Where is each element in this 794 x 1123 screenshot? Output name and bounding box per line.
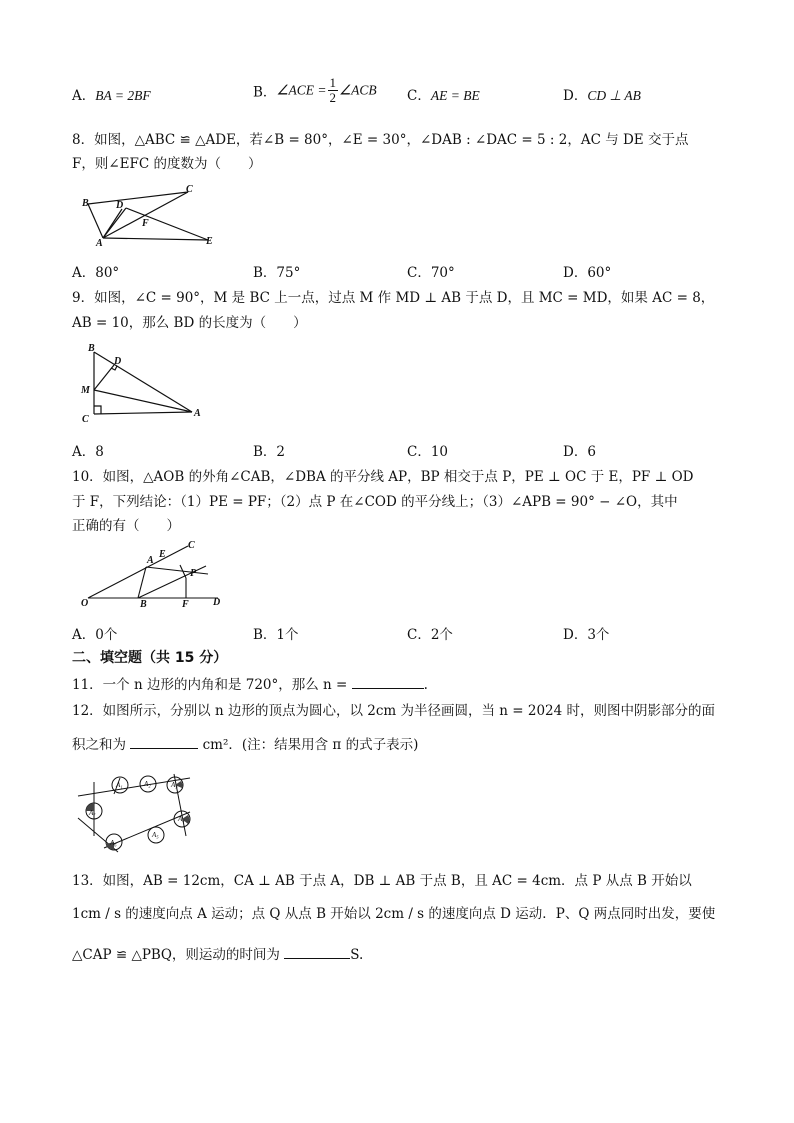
vertex-label: A₃ (171, 781, 178, 789)
point-label: F (142, 218, 149, 229)
fraction-denominator: 2 (329, 90, 337, 105)
q10-stem-line3: 正确的有（ ） (72, 518, 180, 534)
q9-option-a: A．8 (72, 444, 104, 460)
point-label: D (114, 356, 122, 367)
point-label: M (81, 385, 90, 396)
q8-stem-line1: 8．如图，△ABC ≌ △ADE，若∠B = 80°，∠E = 30°，∠DAB : ∠DAC = 5 : 2，AC 与 DE 交于点 (72, 132, 689, 148)
q8-option-c: C．70° (407, 265, 455, 281)
q10-stem-line2: 于 F，下列结论：（1）PE = PF；（2）点 P 在∠COD 的平分线上；（3）∠APB = 90° − ∠O，其中 (72, 494, 678, 510)
option-math: BA = 2BF (95, 88, 151, 103)
q7-option-b (253, 76, 377, 105)
q12-stem-line1: 12．如图所示，分别以 n 边形的顶点为圆心，以 2cm 为半径画圆，当 n = 2024 时，则图中阴影部分的面 (72, 703, 716, 719)
point-label: E (159, 549, 166, 560)
point-label: B (88, 343, 95, 354)
q13-stem-line2: 1cm / s 的速度向点 A 运动；点 Q 从点 B 开始以 2cm / s 的速度向点 D 运动．P、Q 两点同时出发，要使 (72, 906, 716, 922)
q8-stem-line2: F，则∠EFC 的度数为（ ） (72, 156, 262, 172)
q8-option-a: A．80° (72, 265, 120, 281)
q9-stem-line2: AB = 10，那么 BD 的长度为（ ） (72, 315, 307, 331)
q13-text: S. (350, 947, 364, 963)
point-label: F (182, 599, 189, 610)
option-math: CD ⊥ AB (587, 88, 641, 103)
answer-blank[interactable] (130, 736, 198, 749)
q7-option-c (407, 84, 480, 104)
point-label: A (147, 555, 154, 566)
answer-blank[interactable] (284, 946, 350, 959)
q10-stem-line1: 10．如图，△AOB 的外角∠CAB，∠DBA 的平分线 AP，BP 相交于点 P，PE ⊥ OC 于 E，PF ⊥ OD (72, 469, 694, 485)
q8-figure (78, 182, 226, 248)
q12-stem-line2 (72, 733, 418, 753)
option-letter: C． (407, 88, 431, 104)
point-label: B (82, 198, 89, 209)
point-label: C (82, 414, 89, 425)
option-math: AE = BE (430, 88, 480, 103)
point-label: C (186, 184, 193, 195)
q10-option-d: D．3个 (563, 627, 610, 643)
q7-option-a (72, 84, 151, 104)
point-label: P (190, 568, 197, 579)
point-label: C (188, 540, 195, 551)
point-label: D (116, 200, 124, 211)
point-label: B (140, 599, 147, 610)
q11-text: 11．一个 n 边形的内角和是 720°，那么 n = (72, 677, 348, 693)
option-letter: D． (563, 88, 588, 104)
q11-tail: . (423, 677, 428, 693)
point-label: A (194, 408, 201, 419)
point-label: D (213, 597, 221, 608)
fraction-numerator: 1 (329, 75, 337, 90)
q13-stem-line3 (72, 943, 363, 963)
fraction-one-half (328, 76, 339, 105)
vertex-label: A₂ (144, 780, 151, 788)
q11-stem (72, 673, 428, 693)
point-label: E (206, 236, 213, 247)
vertex-label: A₁ (116, 781, 123, 789)
q12-figure (74, 766, 198, 856)
answer-blank[interactable] (352, 676, 424, 689)
point-label: A (96, 238, 103, 248)
vertex-label: A₄ (178, 815, 185, 823)
option-letter: A． (72, 88, 96, 104)
q10-option-c: C．2个 (407, 627, 453, 643)
q8-option-d: D．60° (563, 265, 612, 281)
q9-stem-line1: 9．如图，∠C = 90°，M 是 BC 上一点，过点 M 作 MD ⊥ AB 于点 D，且 MC = MD，如果 AC = 8， (72, 290, 715, 306)
point-label: O (81, 598, 89, 609)
q8-option-b: B．75° (253, 265, 301, 281)
q9-option-d: D．6 (563, 444, 596, 460)
q13-text: △CAP ≌ △PBQ，则运动的时间为 (72, 947, 280, 963)
q7-option-d (563, 84, 641, 104)
vertex-label: A₆ (110, 839, 117, 847)
q12-text: cm²．(注：结果用含 π 的式子表示) (202, 737, 419, 753)
vertex-label: A₅ (152, 831, 159, 839)
q9-option-c: C．10 (407, 444, 449, 460)
q9-option-b: B．2 (253, 444, 286, 460)
option-letter: B． (253, 84, 277, 101)
q10-option-b: B．1个 (253, 627, 299, 643)
q13-stem-line1: 13．如图，AB = 12cm，CA ⊥ AB 于点 A，DB ⊥ AB 于点 B，且 AC = 4cm．点 P 从点 B 开始以 (72, 873, 692, 889)
vertex-label: A₇ (89, 809, 96, 817)
option-math: ∠ACB (339, 82, 377, 98)
q10-figure (78, 538, 228, 610)
q12-text: 积之和为 (72, 737, 126, 753)
q10-option-a: A．0个 (72, 627, 118, 643)
section-title: 二、填空题（共 15 分） (72, 650, 228, 666)
option-math: ∠ACE = (276, 82, 327, 98)
q9-figure (78, 342, 208, 426)
